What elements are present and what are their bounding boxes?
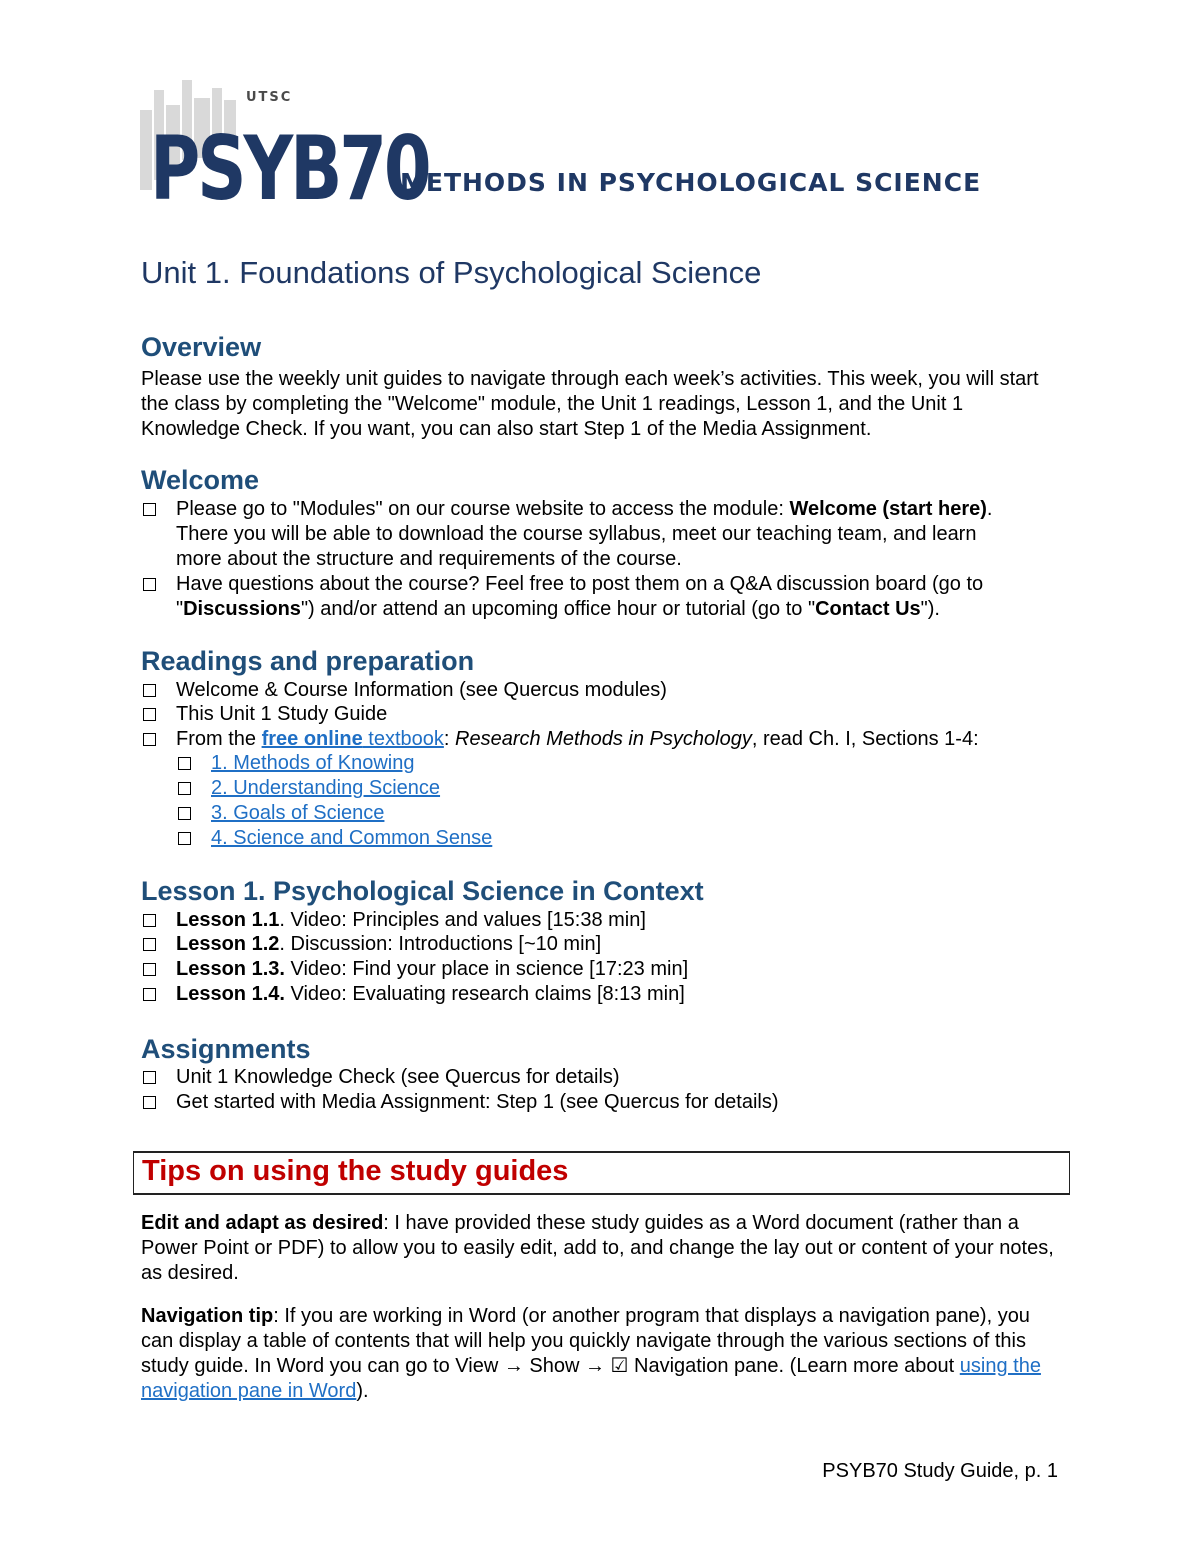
assignment-item: Get started with Media Assignment: Step 1 (see Quercus for details)	[176, 1091, 779, 1113]
checkbox[interactable]	[143, 708, 156, 721]
welcome-item-2: Have questions about the course? Feel free to post them on a Q&A discussion board (go to	[176, 573, 984, 595]
lesson-item: Lesson 1.3. Video: Find your place in science [17:23 min]	[176, 958, 689, 980]
course-logo	[140, 70, 1010, 220]
checkbox[interactable]	[143, 1096, 156, 1109]
lesson-item: Lesson 1.2. Discussion: Introductions [~10 min]	[176, 933, 602, 955]
lesson-item: Lesson 1.1. Video: Principles and values [15:38 min]	[176, 909, 646, 931]
unit-title: Unit 1. Foundations of Psychological Science	[141, 255, 762, 290]
navigation-pane-link[interactable]: using the navigation pane in Word	[141, 1355, 1041, 1402]
assignments-heading: Assignments	[141, 1034, 311, 1064]
lesson-item: Lesson 1.4. Video: Evaluating research claims [8:13 min]	[176, 983, 685, 1005]
welcome-item-2-line2: "Discussions") and/or attend an upcoming office hour or tutorial (go to "Contact Us").	[176, 598, 940, 620]
reading-item: This Unit 1 Study Guide	[176, 703, 388, 725]
tips-heading: Tips on using the study guides	[142, 1155, 569, 1187]
utsc-label: UTSC	[246, 90, 293, 105]
lesson-heading: Lesson 1. Psychological Science in Context	[141, 876, 704, 906]
overview-text: Please use the weekly unit guides to navigate through each week’s activities. This week, you will start the class by completing the "Welcome" module, the Unit 1 readings, Lesson 1, and the Unit 1 Knowledge Check. If you want, you can also start Step 1 of the Media Assignment.	[141, 368, 1039, 440]
tip-edit: Edit and adapt as desired: I have provided these study guides as a Word document (rather than a Power Point or PDF) to allow you to easily edit, add to, and change the lay out or content of your notes, as desired.	[141, 1212, 1054, 1284]
textbook-title: Research Methods in Psychology	[455, 728, 752, 750]
course-title: METHODS IN PSYCHOLOGICAL SCIENCE	[400, 168, 982, 197]
checkbox[interactable]	[143, 963, 156, 976]
checkbox[interactable]	[143, 914, 156, 927]
welcome-heading: Welcome	[141, 465, 260, 495]
checkbox[interactable]	[178, 782, 191, 795]
checkbox[interactable]	[143, 938, 156, 951]
reading-item: Welcome & Course Information (see Quercus modules)	[176, 679, 667, 701]
checkbox[interactable]	[143, 684, 156, 697]
section-link[interactable]: 2. Understanding Science	[211, 777, 441, 799]
tip-nav-label: Navigation tip	[141, 1305, 274, 1327]
course-code: PSYB70	[150, 117, 429, 220]
checkbox[interactable]	[178, 832, 191, 845]
overview-heading: Overview	[141, 332, 262, 362]
readings-heading: Readings and preparation	[141, 646, 475, 676]
tip-edit-label: Edit and adapt as desired	[141, 1212, 384, 1234]
checkbox[interactable]	[143, 733, 156, 746]
checkbox[interactable]	[143, 503, 156, 516]
checkbox[interactable]	[143, 988, 156, 1001]
textbook-link[interactable]: free online	[261, 728, 363, 750]
tips-banner	[133, 1151, 1070, 1195]
page-footer: PSYB70 Study Guide, p. 1	[822, 1460, 1058, 1482]
welcome-item-1: Please go to "Modules" on our course website to access the module: Welcome (start here).	[176, 498, 993, 520]
checkbox[interactable]	[178, 757, 191, 770]
textbook-link-rest[interactable]: textbook	[362, 728, 444, 750]
checkbox[interactable]	[178, 807, 191, 820]
reading-item-textbook: From the free online textbook: Research Methods in Psychology, read Ch. I, Sections 1-4:	[176, 728, 979, 750]
checkbox[interactable]	[143, 578, 156, 591]
assignment-item: Unit 1 Knowledge Check (see Quercus for details)	[176, 1066, 620, 1088]
checkbox[interactable]	[143, 1071, 156, 1084]
tip-navigation: Navigation tip: If you are working in Word (or another program that displays a navigation pane), you can display a table of contents that will help you quickly navigate through the various sections of this study guide. In Word you can go to View → Show → ☑ Navigation pane. (Learn more about using the navigation pane in Word).	[141, 1305, 1041, 1402]
welcome-item-1-line3: more about the structure and requirements of the course.	[176, 548, 682, 570]
section-link[interactable]: 3. Goals of Science	[211, 802, 385, 824]
welcome-module-name: Welcome (start here)	[789, 498, 987, 520]
welcome-item-1-line2: There you will be able to download the course syllabus, meet our teaching team, and learn	[176, 523, 977, 545]
section-link[interactable]: 1. Methods of Knowing	[211, 752, 415, 774]
section-link[interactable]: 4. Science and Common Sense	[211, 827, 493, 849]
